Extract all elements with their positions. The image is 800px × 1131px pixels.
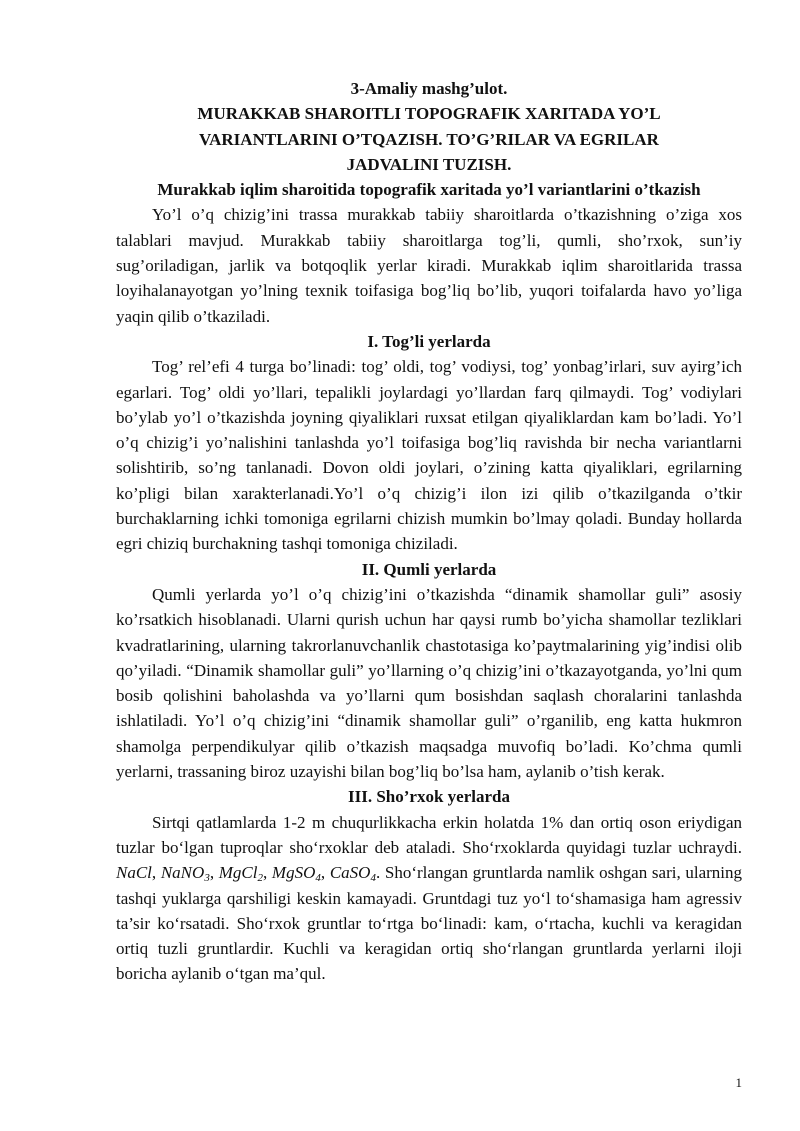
title-line-3: JADVALINI TUZISH. [346,154,512,174]
saline-text-part2: Sho‘rlangan gruntlarda namlik oshgan sari, ularning tashqi yuklarga qarshiligi keskin kamayadi. Gruntdagi tuz yo‘l to‘shamasiga ham agressiv ta’sir ko‘rsatadi. Sho‘rxok gruntlar to‘rtga bo‘linadi: kam, o‘rtacha, kuchli va keragidan ortiq tuzli gruntlardir. Kuchli va keragidan ortiq sho‘rlangan gruntlarda yerlarni iloji boricha aylanib o‘tgan ma’qul. [116,863,743,984]
section-heading-sand: II. Qumli yerlarda [361,559,497,579]
salt-formula-mgcl2: MgCl$_2$ [218,863,263,885]
section-heading-saline: III. Sho’rxok yerlarda [348,787,510,807]
saline-text-part1: Sirtqi qatlamlarda 1-2 m chuqurlikkacha erkin holatda 1% dan ortiq oson eriydigan tuzlar bo‘lgan tuproqlar sho‘rxoklar deb ataladi. Sho‘rxoklarda quyidagi tuzlar uchraydi. [116,812,742,857]
section-paragraph-sand: Qumli yerlarda yo’l o’q chizig’ini o’tkazishda “dinamik shamollar guli” asosiy ko’rsatkich hisoblanadi. Ularni qurish uchun har qaysi rumb bo’yicha shamollar tezliklari kvadratlarining, ularning takrorlanuvchanlik chastotasiga ko’paytmalarining yig’indisi olib qo’yiladi. “Dinamik shamollar guli” yo’llarning o’q chizig’ini o’tkazayotganda, yo’lni qum bosib qolishini baholashda va yo’llarni qum bosishdan saqlash choralarini tanlashda ishlatiladi. Yo’l o’q chizig’ini “dinamik shamollar guli” o’rganilib, eng katta hukmron shamolga perpendikulyar qilib o’tkazish maqsadga muvofiq bo’ladi. Ko’chma qumli yerlarni, trassaning biroz uzayishi bilan bog’liq bo’lsa ham, aylanib o’tish kerak. [116,584,742,782]
document-subtitle: Murakkab iqlim sharoitida topografik xaritada yo’l variantlarini o’tkazish [157,180,701,200]
page-number: 1 [735,1075,742,1090]
salt-formula-caso4: CaSO$_4$ [329,863,376,885]
salt-formula-mgso4: MgSO$_4$ [271,863,321,885]
title-line-2: VARIANTLARINI O’TQAZISH. TO’G’RILAR VA EGRILAR [199,129,659,149]
section-heading-mountain: I. Tog’li yerlarda [367,331,491,351]
salt-formula-nacl: NaCl [116,863,152,883]
section-paragraph-saline: Sirtqi qatlamlarda 1-2 m chuqurlikkacha erkin holatda 1% dan ortiq oson eriydigan tuzlar bo‘lgan tuproqlar sho‘rxoklar deb ataladi. Sho‘rxoklarda quyidagi tuzlar uchraydi. NaCl, NaNO$_3$, MgCl$_2$, MgSO$_4$, CaSO$_4$. Sho‘rlangan gruntlarda namlik oshgan sari, ularning tashqi yuklarga qarshiligi keskin kamayadi. Gruntdagi tuz yo‘l to‘shamasiga ham agressiv ta’sir ko‘rsatadi. Sho‘rxok gruntlar to‘rtga bo‘linadi: kam, o‘rtacha, kuchli va keragidan ortiq tuzli gruntlardir. Kuchli va keragidan ortiq sho‘rlangan gruntlarda yerlarni iloji boricha aylanib o‘tgan ma’qul. [116,812,743,984]
section-paragraph-mountain: Tog’ rel’efi 4 turga bo’linadi: tog’ oldi, tog’ vodiysi, tog’ yonbag’irlari, suv ayirg’ich egarlari. Tog’ oldi yo’llari, tepalikli joylardagi yo’llardan farq qilmaydi. Tog’ vodiylari bo’ylab yo’l o’tkazishda joyning qiyaliklari ruxsat etilgan qiyaliklardan kam bo’ladi. Yo’l o’q chizig’i yo’nalishini tanlashda yo’l toifasiga bog’liq ravishda bir necha variantlarni solishtirib, so’ng tanlanadi. Dovon oldi joylari, o’zining katta qiyaliklari, egrilarning ko’pligi bilan xarakterlanadi.Yo’l o’q chizig’i ilon izi qilib o’tkazilganda o’tkir burchaklarning ichki tomoniga egrilarni chizish mumkin bo’lmay qoladi. Bunday hollarda egri chiziq burchakning tashqi tomoniga chiziladi. [116,357,742,554]
title-block [116,76,742,177]
lesson-label: 3-Amaliy mashg’ulot. [350,79,508,98]
salt-formula-nano3: NaNO$_3$ [160,863,210,885]
intro-paragraph: Yo’l o’q chizig’ini trassa murakkab tabiiy sharoitlarda o’tkazishning o’ziga xos talablari mavjud. Murakkab tabiiy sharoitlarga tog’li, qumli, sho’rxok, sun’iy sug’oriladigan, jarlik va botqoqlik yerlar kiradi. Murakkab iqlim sharoitlarida trassa loyihalanayotgan yo’lning texnik toifasiga bog’liq bo’lib, yuqori toifalarda havo yo’liga yaqin qilib o’tkaziladi. [116,205,742,326]
title-line-1: MURAKKAB SHAROITLI TOPOGRAFIK XARITADA YO’L [197,104,661,124]
